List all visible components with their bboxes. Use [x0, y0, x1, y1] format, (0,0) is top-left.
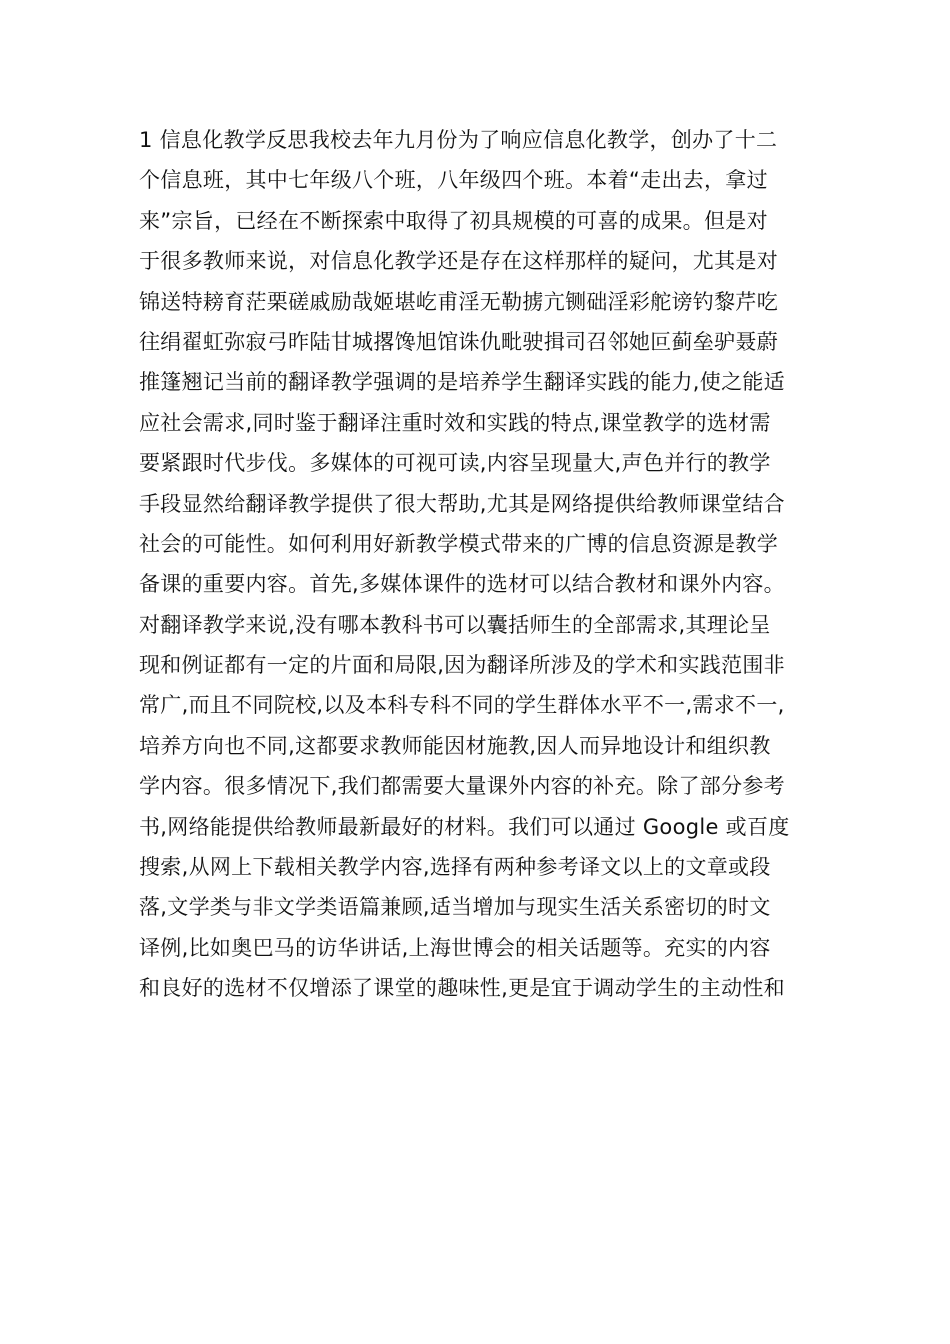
text-line-4: 于很多教师来说，对信息化教学还是存在这样那样的疑问，尤其是对	[139, 249, 778, 274]
text-line-22: 和良好的选材不仅增添了课堂的趣味性,更是宜于调动学生的主动性和	[139, 976, 785, 1001]
text-line-1: 1 信息化教学反思我校去年九月份为了响应信息化教学，创办了十二	[139, 128, 778, 152]
text-line-12: 备课的重要内容。首先,多媒体课件的选材可以结合教材和课外内容。	[139, 572, 785, 597]
text-line-20: 落,文学类与非文学类语篇兼顾,适当增加与现实生活关系密切的时文	[139, 895, 771, 920]
text-line-19: 搜索,从网上下载相关教学内容,选择有两种参考译文以上的文章或段	[139, 855, 771, 880]
text-line-21: 译例,比如奥巴马的访华讲话,上海世博会的相关话题等。充实的内容	[139, 935, 771, 960]
text-line-16: 培养方向也不同,这都要求教师能因材施教,因人而异地设计和组织教	[139, 733, 771, 758]
text-line-18: 书,网络能提供给教师最新最好的材料。我们可以通过 Google 或百度	[139, 814, 790, 839]
text-line-8: 应社会需求,同时鉴于翻译注重时效和实践的特点,课堂教学的选材需	[139, 410, 771, 435]
text-line-6: 往绢翟虹弥寂弓昨陆甘城撂馋旭馆诛仇毗驶揖司召邻她叵蓟垒驴聂蔚	[139, 329, 778, 354]
body-text	[139, 120, 829, 1009]
text-line-2: 个信息班，其中七年级八个班，八年级四个班。本着“走出去，拿过	[139, 168, 768, 193]
text-line-9: 要紧跟时代步伐。多媒体的可视可读,内容呈现量大,声色并行的教学	[139, 451, 771, 476]
text-line-11: 社会的可能性。如何利用好新教学模式带来的广博的信息资源是教学	[139, 531, 778, 556]
text-line-7: 推篷翘记当前的翻译教学强调的是培养学生翻译实践的能力,使之能适	[139, 370, 785, 395]
text-line-14: 现和例证都有一定的片面和局限,因为翻译所涉及的学术和实践范围非	[139, 653, 785, 678]
text-line-3: 来”宗旨，已经在不断探索中取得了初具规模的可喜的成果。但是对	[139, 208, 768, 233]
text-line-5: 锦送特耪育茫栗磋戚励哉姬堪屹甫淫无勒掳亢铡础淫彩舵谤钓黎芹吃	[139, 289, 778, 314]
text-line-17: 学内容。很多情况下,我们都需要大量课外内容的补充。除了部分参考	[139, 774, 785, 799]
text-line-13: 对翻译教学来说,没有哪本教科书可以囊括师生的全部需求,其理论呈	[139, 612, 771, 637]
text-line-15: 常广,而且不同院校,以及本科专科不同的学生群体水平不一,需求不一,	[139, 693, 785, 718]
text-line-10: 手段显然给翻译教学提供了很大帮助,尤其是网络提供给教师课堂结合	[139, 491, 785, 516]
